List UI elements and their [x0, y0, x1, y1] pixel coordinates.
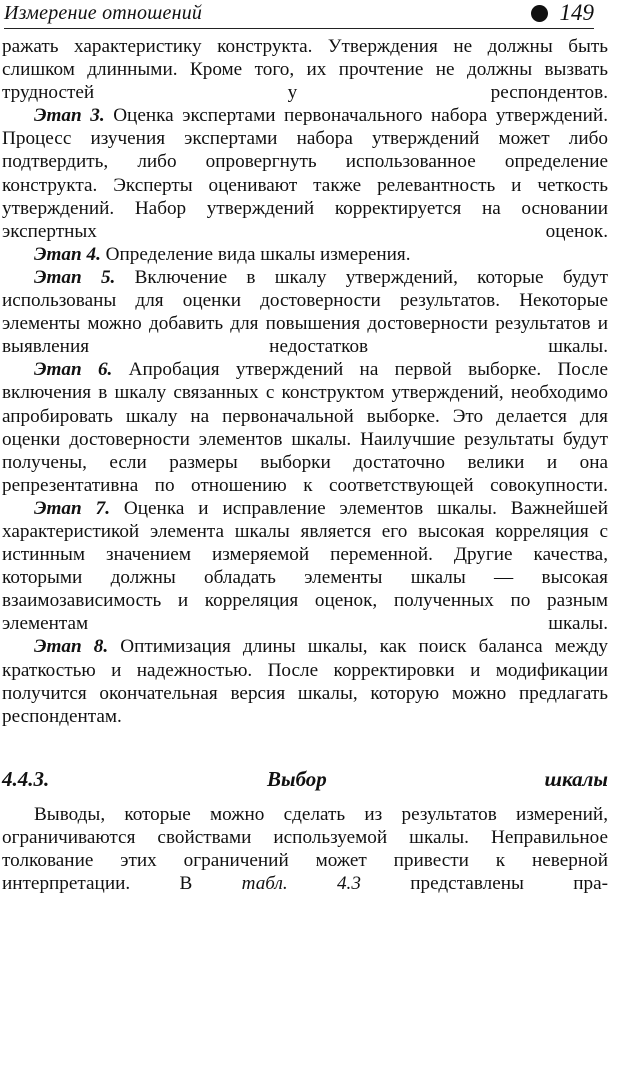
stage-label: Этап 8.: [34, 636, 109, 658]
page-number-group: [531, 0, 595, 26]
stage-text: Оценка и исправление элементов шкалы. Важнейшей характеристикой элемента шкалы является его высокая корреляция с истинным значением измеряемой переменной. Другие качества, которыми должны обладать элементы шкалы — высокая взаимозависимость и корреляция оценок, полученных по разным элементам шкалы.: [2, 497, 608, 635]
running-title: Измерение отношений: [4, 2, 203, 24]
stage-paragraph: [2, 497, 608, 636]
intro-paragraph: ражать характеристику конструкта. Утверждения не должны быть слишком длинными. Кроме того, их прочтение не должны вызвать трудностей у респондентов.: [2, 36, 608, 104]
section-title: 4.4.3. Выбор шкалы: [2, 766, 608, 791]
stage-text: Определение вида шкалы измерения.: [100, 243, 411, 265]
stage-text: Апробация утверждений на первой выборке. После включения в шкалу связанных с конструктом утверждений, необходимо апробировать шкалу на первоначальной выборке. Это делается для оценки достоверности элементов шкалы. Наилучшие результаты будут получены, если размеры выборки достаточно велики и она репрезентативна по отношению к соответствующей совокупности.: [2, 359, 608, 496]
stage-text: Оптимизация длины шкалы, как поиск баланса между краткостью и надежностью. После корректировки и модификации получится окончательная версия шкалы, которую можно предлагать респондентам.: [2, 636, 608, 727]
stage-text: Оценка экспертами первоначального набора утверждений. Процесс изучения экспертами набора утверждений может либо подтвердить, либо опровергнуть использованное определение конструкта. Эксперты оценивают также релевантность и четкость утверждений. Набор утверждений корректируется на основании экспертных оценок.: [2, 105, 609, 242]
page-number: 149: [559, 0, 594, 25]
stage-label: Этап 6.: [34, 359, 113, 381]
stage-paragraph: [2, 104, 608, 243]
stage-label: Этап 5.: [34, 266, 116, 288]
stage-label: Этап 7.: [34, 497, 110, 519]
section-text-after: представлены пра-: [360, 873, 608, 895]
bullet-icon: [531, 5, 548, 22]
body-text: [2, 35, 608, 895]
table-reference: табл. 4.3: [241, 873, 361, 895]
section-text-before: Выводы, которые можно сделать из результатов измерений, ограничиваются свойствами используемой шкалы. Неправильное толкование этих ограничений может привести к неверной интерпретации. В: [2, 803, 608, 895]
stage-paragraph: [2, 266, 608, 358]
stage-paragraph: [2, 635, 608, 727]
section-paragraph: [2, 803, 608, 895]
page-header: [4, 0, 594, 29]
stage-text: Включение в шкалу утверждений, которые будут использованы для оценки достоверности результатов. Некоторые элементы можно добавить для повышения достоверности результатов и выявления недостатков шкалы.: [2, 266, 609, 358]
stage-label: Этап 4.: [34, 243, 101, 265]
stage-label: Этап 3.: [34, 105, 105, 127]
stage-paragraph: [2, 358, 608, 497]
stage-paragraph: [2, 243, 608, 266]
